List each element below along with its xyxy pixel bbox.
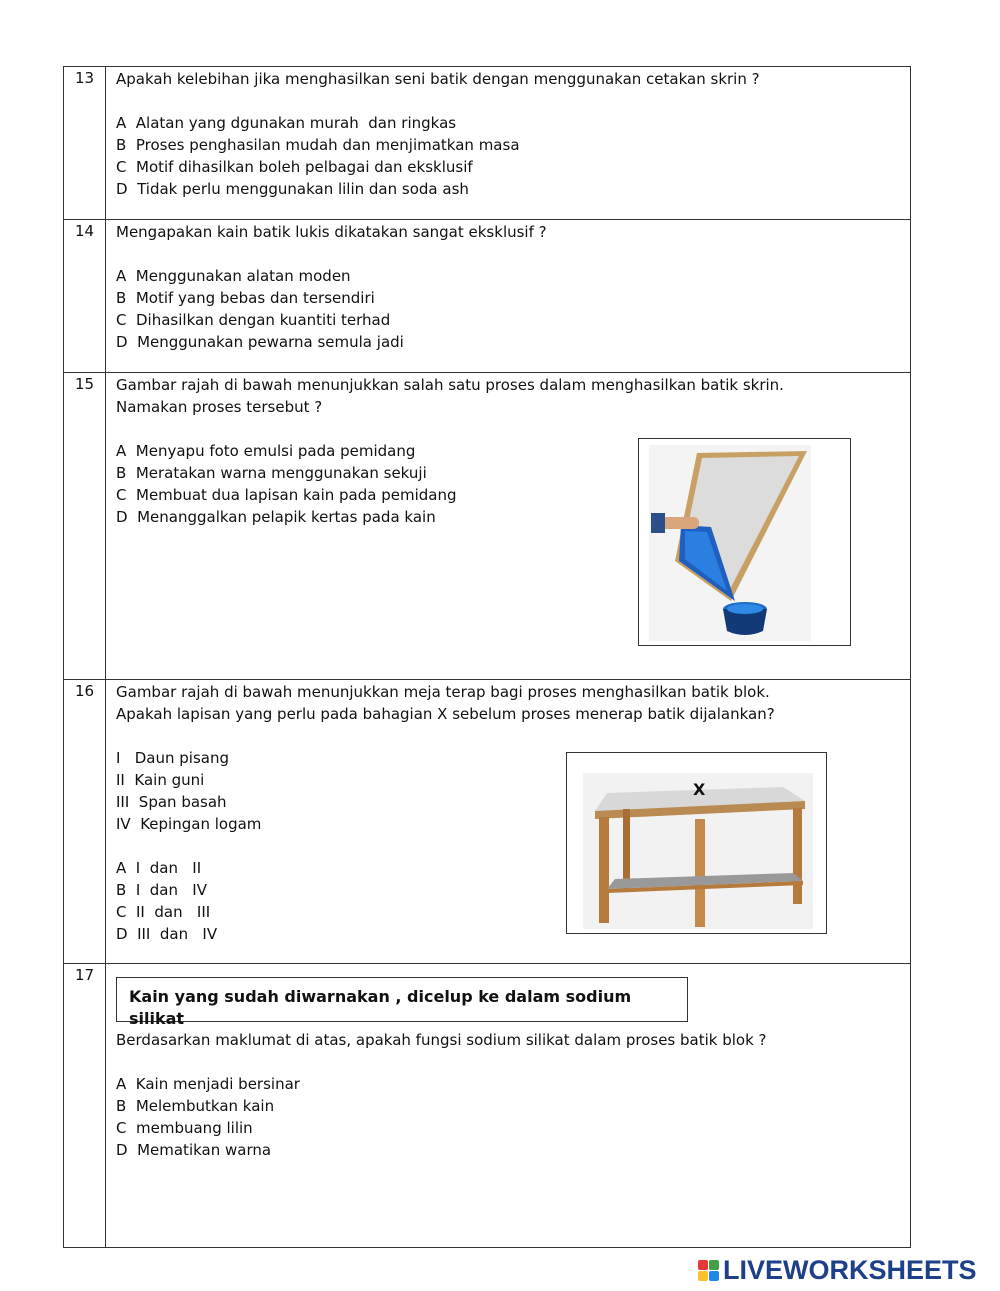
question-row-16 (64, 680, 911, 964)
question-text: Apakah kelebihan jika menghasilkan seni batik dengan menggunakan cetakan skrin ? (116, 70, 760, 88)
question-number: 13 (64, 67, 106, 220)
question-cell (106, 964, 911, 1248)
option-d[interactable]: D Menanggalkan pelapik kertas pada kain (116, 508, 436, 526)
option-c[interactable]: C Motif dihasilkan boleh pelbagai dan eksklusif (116, 158, 473, 176)
item-iv: IV Kepingan logam (116, 815, 262, 833)
question-row-13 (64, 67, 911, 220)
option-a[interactable]: A Menggunakan alatan moden (116, 267, 351, 285)
question-text-line2: Apakah lapisan yang perlu pada bahagian X sebelum proses menerap batik dijalankan? (116, 705, 775, 723)
screen-printing-illustration (639, 439, 850, 645)
option-a[interactable]: A Kain menjadi bersinar (116, 1075, 300, 1093)
question-number: 17 (64, 964, 106, 1248)
brand-name: LIVEWORKSHEETS (723, 1255, 977, 1285)
option-a[interactable]: A Alatan yang dgunakan murah dan ringkas (116, 114, 457, 132)
boxed-statement: Kain yang sudah diwarnakan , dicelup ke dalam sodium silikat (116, 977, 688, 1022)
option-b[interactable]: B Melembutkan kain (116, 1097, 275, 1115)
screen-frame-figure (638, 438, 851, 646)
option-d[interactable]: D III dan IV (116, 925, 218, 943)
question-cell (106, 67, 911, 220)
liveworksheets-logo[interactable] (698, 1255, 977, 1286)
question-cell (106, 373, 911, 680)
option-b[interactable]: B Proses penghasilan mudah dan menjimatkan masa (116, 136, 520, 154)
question-cell (106, 220, 911, 373)
option-d[interactable]: D Tidak perlu menggunakan lilin dan soda ash (116, 180, 469, 198)
option-c[interactable]: C membuang lilin (116, 1119, 253, 1137)
question-text-line2: Namakan proses tersebut ? (116, 398, 323, 416)
option-c[interactable]: C Dihasilkan dengan kuantiti terhad (116, 311, 391, 329)
question-text-line1: Gambar rajah di bawah menunjukkan salah satu proses dalam menghasilkan batik skrin. (116, 376, 784, 394)
question-row-14 (64, 220, 911, 373)
question-number: 14 (64, 220, 106, 373)
option-d[interactable]: D Mematikan warna (116, 1141, 272, 1159)
option-a[interactable]: A I dan II (116, 859, 202, 877)
question-row-17 (64, 964, 911, 1248)
option-c[interactable]: C II dan III (116, 903, 211, 921)
question-number: 15 (64, 373, 106, 680)
question-number: 16 (64, 680, 106, 964)
option-a[interactable]: A Menyapu foto emulsi pada pemidang (116, 442, 416, 460)
printing-table-illustration (567, 753, 826, 933)
option-b[interactable]: B Meratakan warna menggunakan sekuji (116, 464, 427, 482)
question-text-line1: Gambar rajah di bawah menunjukkan meja terap bagi proses menghasilkan batik blok. (116, 683, 770, 701)
logo-grid-icon (698, 1260, 719, 1281)
question-cell (106, 680, 911, 964)
question-text: Berdasarkan maklumat di atas, apakah fungsi sodium silikat dalam proses batik blok ? (116, 1031, 767, 1049)
option-d[interactable]: D Menggunakan pewarna semula jadi (116, 333, 404, 351)
option-b[interactable]: B I dan IV (116, 881, 207, 899)
question-row-15 (64, 373, 911, 680)
option-b[interactable]: B Motif yang bebas dan tersendiri (116, 289, 375, 307)
option-c[interactable]: C Membuat dua lapisan kain pada pemidang (116, 486, 457, 504)
item-iii: III Span basah (116, 793, 227, 811)
printing-table-figure (566, 752, 827, 934)
item-i: I Daun pisang (116, 749, 229, 767)
item-ii: II Kain guni (116, 771, 205, 789)
questions-table (63, 66, 911, 1248)
figure-label-x: X (693, 780, 706, 799)
question-text: Mengapakan kain batik lukis dikatakan sangat eksklusif ? (116, 223, 547, 241)
